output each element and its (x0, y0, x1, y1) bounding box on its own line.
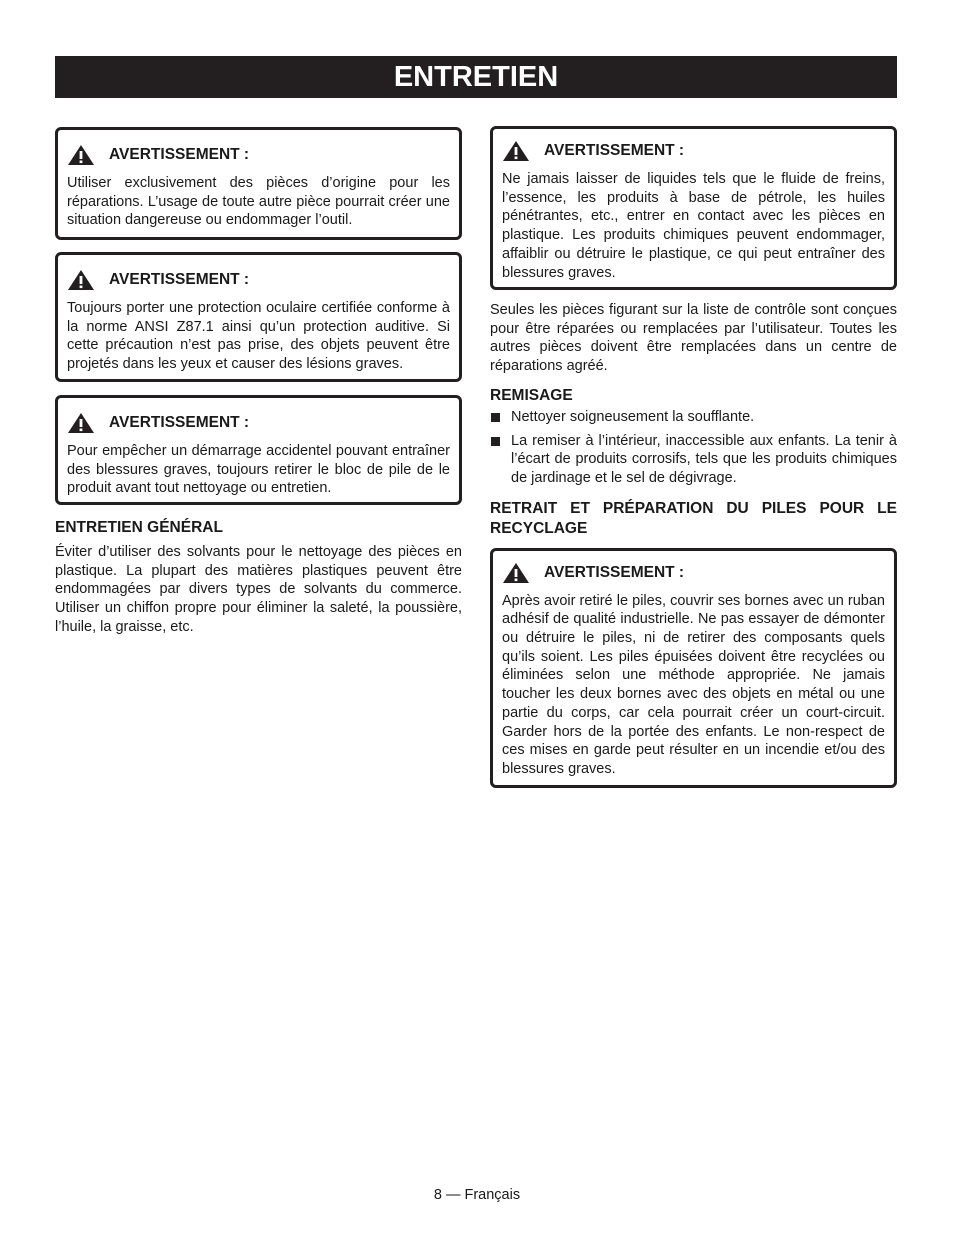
warning-text: Pour empêcher un démarrage accidentel pouvant entraîner des blessures graves, toujours retirer le bloc de pile de le produit avant tout nettoyage ou entretien. (67, 443, 450, 497)
page-title: ENTRETIEN (55, 56, 897, 98)
warning-text: Ne jamais laisser de liquides tels que le fluide de freins, l’essence, les produits à base de pétrole, les huiles pénétrantes, etc., entrer en contact avec les pièces en plastique. Les produits chimiques peuvent endommager, affaiblir ou détruire le plastique, ce qui peut entraîner des blessures graves. (502, 171, 885, 281)
list-item: Nettoyer soigneusement la soufflante. (490, 408, 897, 427)
warning-box-battery-removal (55, 395, 462, 505)
left-column (55, 127, 462, 637)
warning-title: AVERTISSEMENT : (109, 414, 250, 431)
warning-triangle-icon (67, 412, 95, 434)
warning-text: Après avoir retiré le piles, couvrir ses bornes avec un ruban adhésif de qualité industrielle. Ne pas essayer de démonter ou détruire le piles, ni de retirer des composants quels qu’ils soient. Les piles épuisées doivent être recyclées ou éliminées selon une méthode appropriée. Ne jamais toucher les deux bornes avec des objets en métal ou une partie du corps, car cela pourrait créer un court-circuit. Garder hors de la portée des enfants. Le non-respect de ces mises en garde peut résulter en un incendie et/ou des blessures graves. (502, 592, 885, 777)
warning-box-original-parts (55, 127, 462, 240)
warning-text: Toujours porter une protection oculaire certifiée conforme à la norme ANSI Z87.1 ainsi qu’un protection auditive. Si cette précaution n’est pas prise, des objets peuvent être projetés dans les yeux et causer des lésions graves. (67, 300, 450, 373)
warning-text: Utiliser exclusivement des pièces d’origine pour les réparations. L’usage de toute autre pièce pourrait créer une situation dangereuse ou endommager l’outil. (67, 175, 450, 229)
warning-box-liquids (490, 126, 897, 290)
warning-header (67, 412, 450, 434)
warning-title: AVERTISSEMENT : (109, 146, 250, 163)
page-footer: 8 — Français (433, 1187, 521, 1203)
storage-heading: REMISAGE (490, 386, 573, 404)
general-maintenance-heading: ENTRETIEN GÉNÉRAL (55, 519, 223, 536)
warning-triangle-icon (502, 140, 530, 162)
recycling-heading: RETRAIT ET PRÉPARATION DU PILES POUR LE RECYCLAGE (490, 499, 897, 537)
warning-box-eye-protection (55, 252, 462, 382)
bullet-square-icon (491, 437, 500, 446)
bullet-square-icon (491, 413, 500, 422)
warning-header (67, 269, 450, 291)
warning-title: AVERTISSEMENT : (544, 142, 685, 159)
warning-header (67, 144, 450, 166)
warning-title: AVERTISSEMENT : (109, 271, 250, 288)
warning-title: AVERTISSEMENT : (544, 563, 685, 581)
warning-triangle-icon (67, 269, 95, 291)
replaceable-parts-text: Seules les pièces figurant sur la liste de contrôle sont conçues pour être réparées ou remplacées par l’utilisateur. Toutes les autres pièces doivent être remplacées dans un centre de réparations agréé. (490, 302, 897, 375)
warning-box-battery-recycling (490, 548, 897, 788)
warning-triangle-icon (502, 562, 530, 584)
storage-list (490, 408, 897, 488)
warning-triangle-icon (67, 144, 95, 166)
warning-header (502, 140, 885, 162)
general-maintenance-text: Éviter d’utiliser des solvants pour le nettoyage des pièces en plastique. La plupart des matières plastiques peuvent être endommagées par divers types de solvants du commerce. Utiliser un chiffon propre pour éliminer la saleté, la poussière, l’huile, la graisse, etc. (55, 544, 462, 635)
list-item: La remiser à l’intérieur, inaccessible aux enfants. La tenir à l’écart de produits corrosifs, tels que les produits chimiques de jardinage et le sel de dégivrage. (490, 432, 897, 488)
right-column (490, 126, 897, 788)
warning-header (502, 562, 885, 584)
